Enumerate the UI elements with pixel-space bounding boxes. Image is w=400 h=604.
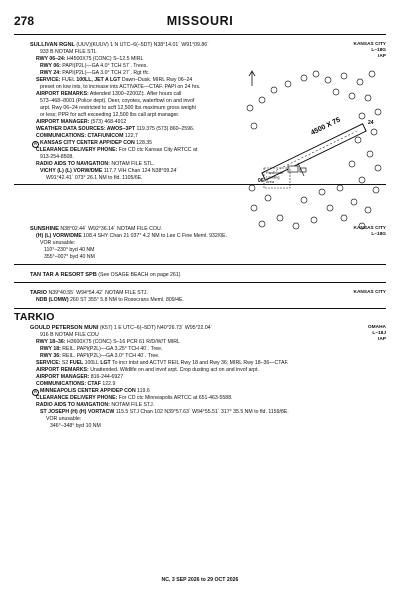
section-rule-4 (14, 308, 386, 309)
tarkio-service: SERVICE: S2 FUEL 100LL LGT To incr intst and ACTVT REIL Rwy 18 and Rwy 36; MIRL Rwy 18–36—CTAF. (36, 360, 289, 366)
page-number: 278 (14, 14, 35, 28)
sullivan-navaids: RADIO AIDS TO NAVIGATION: NOTAM FILE STL. (36, 161, 155, 167)
tarkio-stjoseph: ST JOSEPH (H) (H) VORTACW 115.5 STJ Chan 102 N39°57.63´ W94°55.51´ 317° 35.5 NM to fld. 1159/8E. (40, 409, 289, 415)
tarkio-unusable: VOR unusable: (46, 416, 82, 422)
tarkio-rwy: RWY 18–36: H3600X75 (CONC) S–16 PCR 61 R/D/W/T MIRL (36, 339, 180, 345)
header-rule (14, 34, 386, 35)
sullivan-rwy: RWY 06–24: H4500X75 (CONC) S–12.5 MIRL (36, 56, 144, 62)
sullivan-remarks: AIRPORT REMARKS: Attended 1300–2200Z‡. After hours call (36, 91, 182, 97)
sullivan-remarks-2: 573–468–8001 (Police dept). Deer, coyotes, waterfowl on and invof (40, 98, 195, 104)
sunshine-unusable: VOR unusable: (40, 240, 76, 246)
city-heading-tarkio: TARKIO (14, 311, 55, 323)
sullivan-remarks-4: or less; PPR for acft exceeding 12,500 lbs call arpt manager. (40, 112, 180, 118)
runway-end-24: 24 (368, 120, 374, 126)
tarkio-rwy-18: RWY 18: REIL. PAPI(P2L)—GA 3.25° TCH 40´. Tree. (40, 346, 163, 352)
page-header (0, 14, 400, 34)
section-rule-3 (14, 282, 386, 283)
sunshine-unusable-1: 110°–230° byd 40 NM (44, 247, 95, 253)
effective-dates-footer: NC, 3 SEP 2026 to 29 OCT 2026 (161, 577, 239, 583)
tantara-line: TAN TAR A RESORT SPB (See OSAGE BEACH on page 261) (30, 272, 181, 278)
sunshine-line-1: SUNSHINE N38°02.44´ W92°36.14´ NOTAM FILE COU. (30, 226, 163, 232)
sullivan-clearance-2: 913-254-8508. (40, 154, 74, 160)
tarkio-line-1: GOULD PETERSON MUNI (K57) 1 E UTC–6(–5DT) N40°26.73´ W95°22.04´ (30, 325, 213, 331)
runway-dimensions: 4500 X 75 (309, 116, 342, 137)
sullivan-chart-refs: KANSAS CITY L–18G IAP (353, 42, 386, 59)
section-rule-1 (14, 184, 386, 185)
sullivan-elevation: 933 B NOTAM FILE STL (40, 49, 97, 55)
tarkio-chart-refs: OMAHA L–18J IAP (367, 325, 386, 342)
section-rule-2 (14, 264, 386, 265)
sullivan-remarks-3: arpt. Rwy 06–24 restricted to acft 12,500 lbs maximum gross weight (40, 105, 196, 111)
sullivan-comms: COMMUNICATIONS: CTAF/UNICOM 122.7 (36, 133, 138, 139)
sullivan-service: SERVICE: FUEL 100LL, JET A LGT Dawn–Dusk. MIRL Rwy 06–24 (36, 77, 193, 83)
tarkio-app-dep: R MINNEAPOLIS CENTER APP/DEP CON 119.6 (32, 388, 150, 396)
sullivan-clearance: CLEARANCE DELIVERY PHONE: For CD ctc Kansas City ARTCC at (36, 147, 198, 153)
sunshine-chart-refs: KANSAS CITY L–18G (353, 226, 386, 237)
parachute-area-label: Parachute Landing Area (266, 171, 284, 184)
sullivan-service-cont: preset on low ints, to increase ints ACTIVATE—CTAF. PAPI on 24 hrs. (40, 84, 201, 90)
radar-circle-icon: R (32, 389, 39, 396)
sullivan-weather: WEATHER DATA SOURCES: AWOS–3PT 119.375 (573) 860–2596. (36, 126, 195, 132)
sullivan-vichy-2: W91°42.41´ 073° 26.1 NM to fld. 1105/6E. (46, 175, 143, 181)
runway-end-06: 06 (258, 178, 264, 184)
sullivan-app-dep: R KANSAS CITY CENTER APP/DEP CON 128.35 (32, 140, 152, 148)
tarkio-clearance: CLEARANCE DELIVERY PHONE: For CD ctc Minneapolis ARTCC at 651-463-5588. (36, 395, 233, 401)
sunshine-vor: (H) (L) VORW/DME 108.4 SHY Chan 21 037° 4.2 NM to Lee C Fine Meml. 932/0E. (36, 233, 228, 239)
airport-name: SULLIVAN RGNL (30, 42, 75, 48)
north-arrow-icon (249, 71, 255, 86)
sullivan-rwy-24: RWY 24: PAPI(P2L)—GA 3.0° TCH 27´. Rgt tfc. (40, 70, 150, 76)
state-title: MISSOURI (166, 14, 234, 28)
sullivan-rwy-06: RWY 06: PAPI(P2L)—GA 4.0° TCH 57´. Trees. (40, 63, 148, 69)
tarkio-manager: AIRPORT MANAGER: 816-244-6927 (36, 374, 124, 380)
tarkio-remarks: AIRPORT REMARKS: Unattended. Wildlife on and invof arpt. Crop dusting act on and invof arpt. (36, 367, 259, 373)
tarkio-unusable-1: 346°–348° byd 10 NM (50, 423, 101, 429)
tario-line-1: TARIO N39°40.55´ W94°54.42´ NOTAM FILE STJ. (30, 290, 148, 296)
sullivan-manager: AIRPORT MANAGER: (573) 468-4912 (36, 119, 127, 125)
tarkio-rwy-36: RWY 36: REIL. PAPI(P2L)—GA 3.0° TCH 40´. Tree. (40, 353, 160, 359)
tarkio-navaids: RADIO AIDS TO NAVIGATION: NOTAM FILE STJ. (36, 402, 155, 408)
tarkio-elevation: 916 B NOTAM FILE COU (40, 332, 99, 338)
tario-ndb: NDB (LOMW) 260 ST 355° 5.8 NM to Rosecrans Meml. 809/4E. (36, 297, 184, 303)
airport-diagram (244, 68, 384, 234)
tario-chart-refs: KANSAS CITY (353, 290, 386, 295)
sullivan-vichy: VICHY (L) (L) VORW/DME 117.7 VIH Chan 124 N38°09.24´ (40, 168, 179, 174)
sullivan-line-1: SULLIVAN RGNL (UUV)(KUUV) 1 N UTC–6(–5DT) N38°14.01´ W91°09.86´ (30, 42, 209, 48)
radar-circle-icon: R (32, 141, 39, 148)
sunshine-unusable-2: 355°–007° byd 40 NM (44, 254, 95, 260)
tarkio-comms: COMMUNICATIONS: CTAF 122.9 (36, 381, 116, 387)
